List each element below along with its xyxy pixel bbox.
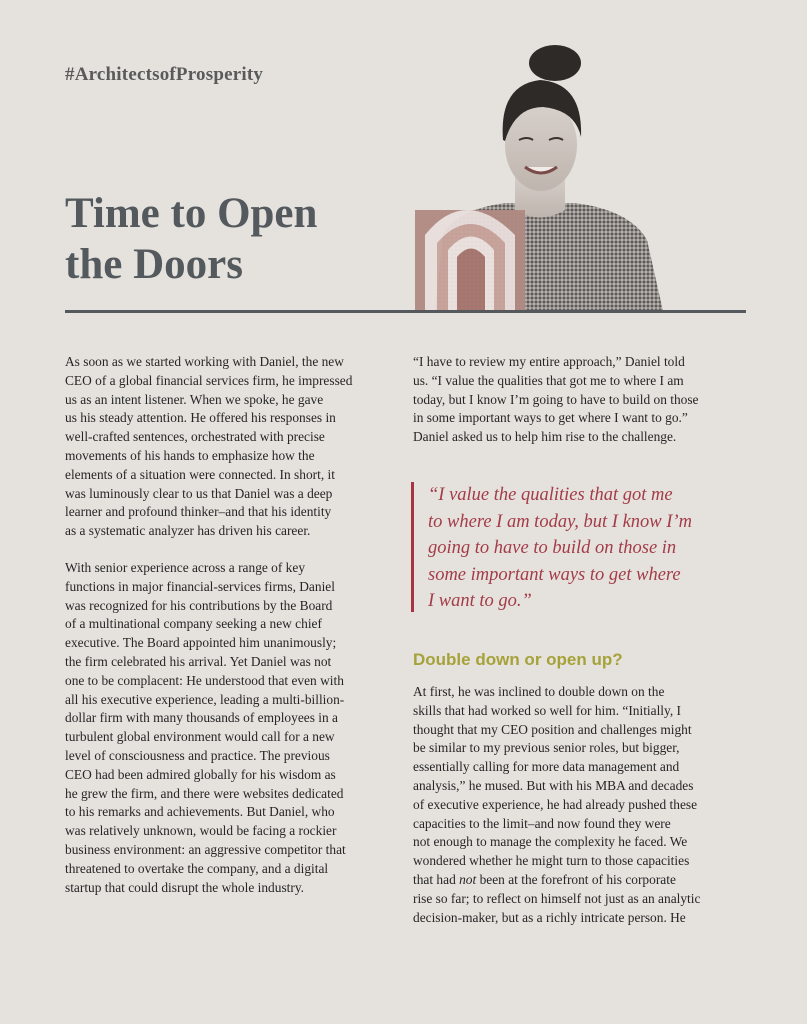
text-line: elements of a situation were connected. In short, it	[65, 466, 335, 482]
text-line: to his remarks and achievements. But Daniel, who	[65, 804, 335, 820]
paragraph-3	[413, 353, 753, 447]
text-line: business environment: an aggressive competitor that	[65, 841, 346, 857]
text-line: one to be complacent: He understood that even with	[65, 672, 344, 688]
text-line: level of consciousness and practice. The previous	[65, 747, 330, 763]
text-line: rise so far; to reflect on himself not just as an analytic	[413, 890, 701, 906]
text-line: in some important ways to get where I want to go.”	[413, 410, 688, 426]
text-line: startup that could disrupt the whole industry.	[65, 879, 305, 895]
paragraph-4	[413, 683, 753, 927]
text-line: Daniel asked us to help him rise to the challenge.	[413, 429, 677, 445]
quote-line: going to have to build on those in	[428, 538, 677, 559]
text-line: be similar to my previous senior roles, but bigger,	[413, 740, 680, 756]
text-line: of a multinational company seeking a new chief	[65, 616, 322, 632]
text-line: as a systematic analyzer has driven his career.	[65, 523, 311, 539]
text-line: us. “I value the qualities that got me to where I am	[413, 372, 684, 388]
text-line: thought that my CEO position and challenges might	[413, 721, 692, 737]
text-line: “I have to review my entire approach,” Daniel told	[413, 354, 685, 369]
text-line: not enough to manage the complexity he faced. We	[413, 834, 688, 850]
right-column-bottom	[413, 683, 753, 927]
emphasis-word: not	[459, 871, 477, 887]
text-line: CEO of a global financial services firm, he impressed	[65, 372, 353, 388]
text-line: was recognized for his contributions by the Board	[65, 597, 333, 613]
text-fragment: been at the forefront of his corporate	[476, 871, 676, 887]
pull-quote	[411, 482, 748, 612]
text-line: of executive experience, he had already pushed these	[413, 796, 698, 812]
title-line-1: Time to Open	[65, 190, 318, 237]
text-line: us his steady attention. He offered his responses in	[65, 410, 336, 426]
text-line: all his executive experience, leading a multi-billion-	[65, 691, 345, 707]
quote-line: to where I am today, but I know I’m	[428, 511, 692, 532]
text-line: he grew the firm, and there were websites dedicated	[65, 785, 344, 801]
text-line: was relatively unknown, would be facing a rockier	[65, 823, 337, 839]
title-line-2: the Doors	[65, 241, 243, 288]
paragraph-2	[65, 559, 385, 897]
text-line: learner and profound thinker–and that his identity	[65, 504, 332, 520]
text-line: CEO had been admired globally for his wisdom as	[65, 766, 336, 782]
text-line: executive. The Board appointed him unanimously;	[65, 635, 337, 651]
text-line: dollar firm with many thousands of employees in a	[65, 710, 338, 726]
text-line: As soon as we started working with Daniel, the new	[65, 354, 344, 369]
portrait-image	[415, 45, 667, 311]
page-title	[65, 188, 385, 290]
text-line: At first, he was inclined to double down on the	[413, 684, 665, 699]
text-line: well-crafted sentences, orchestrated with precise	[65, 429, 325, 445]
text-line-with-emphasis	[413, 871, 753, 890]
paragraph-1	[65, 353, 385, 541]
section-subheading: Double down or open up?	[413, 650, 623, 669]
text-line: threatened to overtake the company, and a digital	[65, 860, 329, 876]
text-line: skills that had worked so well for him. “Initially, I	[413, 702, 682, 718]
text-line: the firm celebrated his arrival. Yet Daniel was not	[65, 653, 332, 669]
right-column-top	[413, 353, 753, 447]
left-column	[65, 353, 385, 897]
text-line: With senior experience across a range of key	[65, 559, 306, 575]
text-line: today, but I know I’m going to have to build on those	[413, 391, 699, 407]
text-line: decision-maker, but as a richly intricate person. He	[413, 909, 686, 925]
text-line: functions in major financial-services firms, Daniel	[65, 578, 335, 594]
quote-line: I want to go.”	[428, 591, 532, 612]
quote-line: “I value the qualities that got me	[428, 485, 673, 505]
text-line: was luminously clear to us that Daniel was a deep	[65, 485, 333, 501]
text-line: capacities to the limit–and now found they were	[413, 815, 671, 831]
quote-line: some important ways to get where	[428, 564, 681, 585]
text-line: analysis,” he mused. But with his MBA and decades	[413, 777, 694, 793]
text-line: wondered whether he might turn to those capacities	[413, 853, 690, 869]
text-line: movements of his hands to emphasize how the	[65, 447, 315, 463]
header-divider	[65, 310, 746, 313]
text-fragment: that had	[413, 871, 460, 887]
text-line: us as an intent listener. When we spoke, he gave	[65, 391, 324, 407]
paragraph-gap	[65, 541, 385, 559]
hashtag: #ArchitectsofProsperity	[65, 64, 264, 85]
text-line: essentially calling for more data management and	[413, 759, 680, 775]
text-line: turbulent global environment would call for a new	[65, 729, 335, 745]
